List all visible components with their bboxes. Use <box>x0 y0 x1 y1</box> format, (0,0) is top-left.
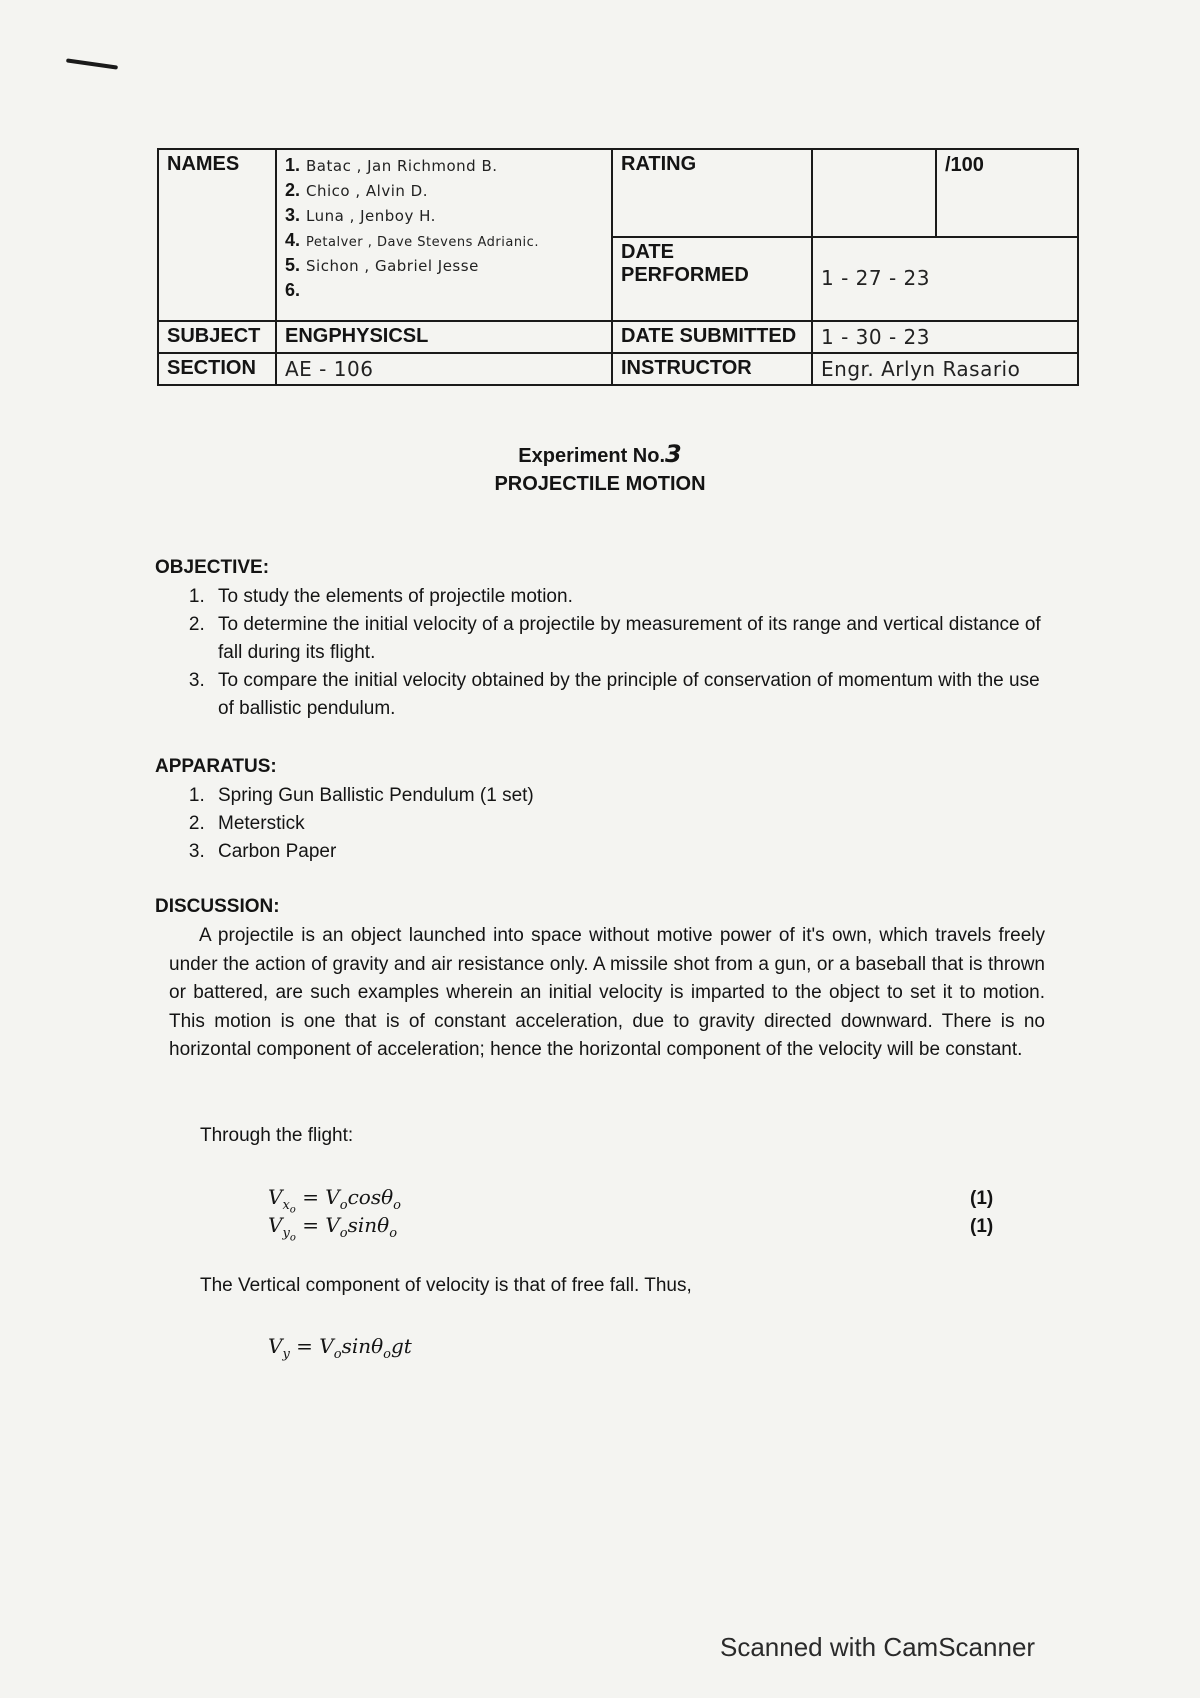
apparatus-section <box>155 756 1055 866</box>
apparatus-list <box>155 782 1055 866</box>
objective-heading: OBJECTIVE: <box>155 557 270 578</box>
pen-mark <box>66 58 118 69</box>
discussion-paragraph: A projectile is an object launched into space without motive power of it's own, which travels freely under the action of gravity and air resistance only. A missile shot from a gun, or a baseball that is thrown or battered, are such examples wherein an initial velocity is imparted to the object to set it to motion. This motion is one that is of constant acceleration, due to gravity directed downward. There is no horizontal component of acceleration; hence the horizontal component of the velocity will be constant. <box>169 925 1045 1060</box>
names-list <box>285 153 603 303</box>
section-value: AE - 106 <box>276 353 612 385</box>
list-item: 2. Meterstick <box>210 810 1055 838</box>
name-item: 6. <box>285 280 301 300</box>
name-item: 5. Sichon , Gabriel Jesse <box>285 255 479 275</box>
objective-list <box>155 583 1055 723</box>
rating-label: RATING <box>612 149 812 237</box>
name-item: 1. Batac , Jan Richmond B. <box>285 155 498 175</box>
equation-vx: $V_{x_o} = V_o\cos\theta_o$ <box>268 1185 401 1216</box>
rating-cell <box>812 149 1078 237</box>
subject-label: SUBJECT <box>158 321 276 353</box>
list-item: 3. Carbon Paper <box>210 838 1055 866</box>
equation-number: (1) <box>970 1216 994 1237</box>
list-item: 1. Spring Gun Ballistic Pendulum (1 set) <box>210 782 1055 810</box>
through-flight-text: Through the flight: <box>200 1125 354 1146</box>
date-submitted-label: DATE SUBMITTED <box>612 321 812 353</box>
header-table <box>157 148 1079 386</box>
list-item: 3. To compare the initial velocity obtained by the principle of conservation of momentum with the use of ballistic pendulum. <box>210 667 1055 723</box>
list-item: 2. To determine the initial velocity of a projectile by measurement of its range and vertical distance of fall during its flight. <box>210 611 1055 667</box>
names-cell <box>276 149 612 321</box>
equation-vy: $V_{y_o} = V_o\sin\theta_o$ <box>268 1213 398 1244</box>
name-item: 2. Chico , Alvin D. <box>285 180 428 200</box>
names-label: NAMES <box>158 149 276 321</box>
experiment-number-line: Experiment No.3 <box>518 440 682 468</box>
experiment-name: PROJECTILE MOTION <box>494 473 706 495</box>
discussion-heading: DISCUSSION: <box>155 896 280 917</box>
subject-value: ENGPHYSICSL <box>276 321 612 353</box>
vertical-component-text: The Vertical component of velocity is that of free fall. Thus, <box>200 1275 692 1296</box>
apparatus-heading: APPARATUS: <box>155 756 277 777</box>
date-submitted-value: 1 - 30 - 23 <box>812 321 1078 353</box>
equation-number: (1) <box>970 1188 994 1209</box>
discussion-section <box>155 896 1045 1065</box>
name-item: 4. Petalver , Dave Stevens Adrianic. <box>285 230 539 250</box>
camscanner-watermark: Scanned with CamScanner <box>720 1632 1036 1662</box>
experiment-number: 3 <box>665 440 682 468</box>
equation-vy-free-fall: $V_y = V_o\sin\theta_ogt$ <box>268 1334 412 1362</box>
date-performed-label: DATE PERFORMED <box>612 237 812 321</box>
objective-section <box>155 557 1055 723</box>
rating-score: /100 <box>945 154 984 176</box>
list-item: 1. To study the elements of projectile motion. <box>210 583 1055 611</box>
instructor-value: Engr. Arlyn Rasario <box>812 353 1078 385</box>
instructor-label: INSTRUCTOR <box>612 353 812 385</box>
rating-blank <box>813 150 937 236</box>
name-item: 3. Luna , Jenboy H. <box>285 205 436 225</box>
section-label: SECTION <box>158 353 276 385</box>
date-performed-value: 1 - 27 - 23 <box>812 237 1078 321</box>
experiment-title <box>0 440 1200 498</box>
